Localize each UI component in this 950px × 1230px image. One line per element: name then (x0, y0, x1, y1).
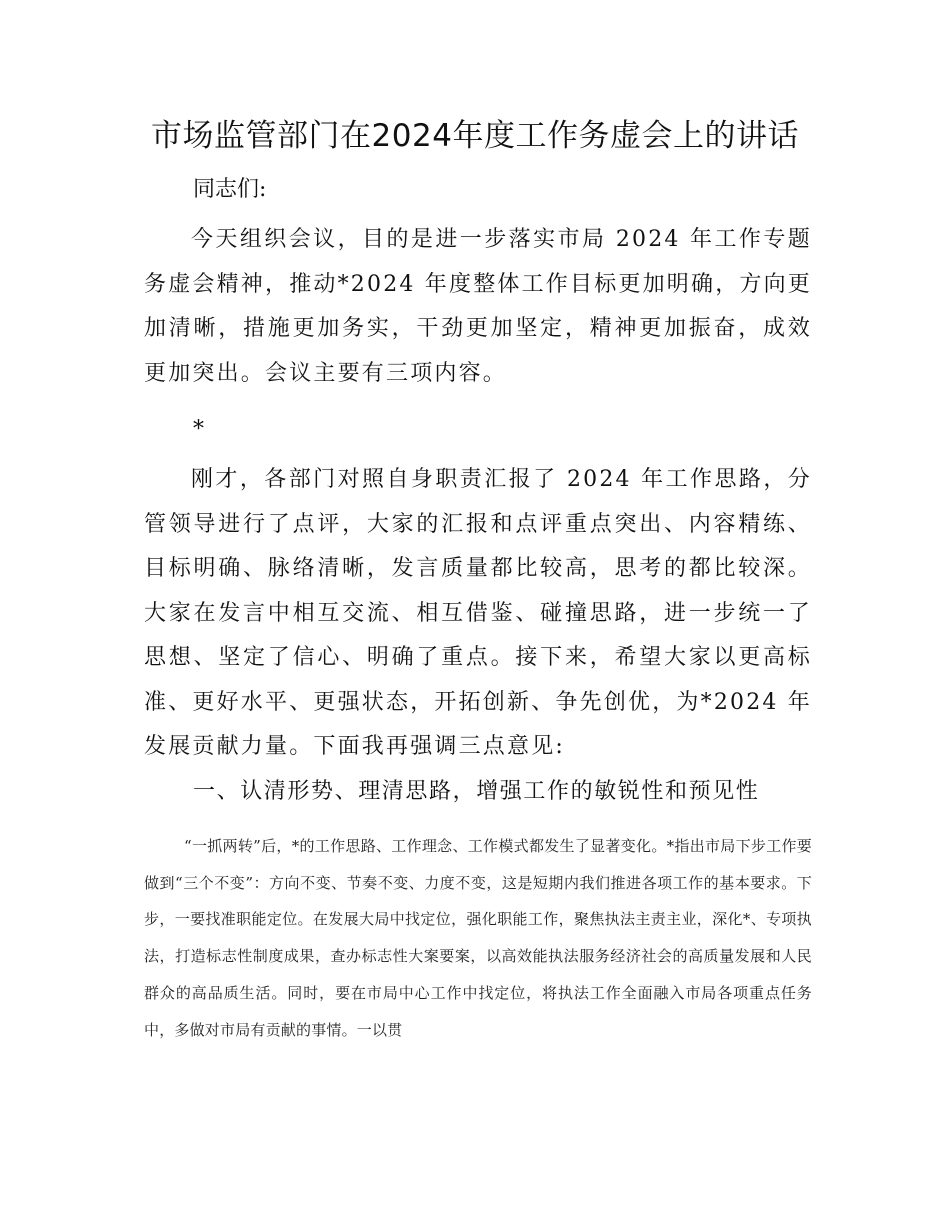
section-marker: * (193, 417, 204, 442)
section-body-paragraph: “一抓两转”后，*的工作思路、工作理念、工作模式都发生了显著变化。*指出市局下步工作要做到“三个不变”：方向不变、节奏不变、力度不变，这是短期内我们推进各项工作的基本要求。下步，一要找准职能定位。在发展大局中找定位，强化职能工作，聚焦执法主责主业，深化*、专项执法，打造标志性制度成果，查办标志性大案要案，以高效能执法服务经济社会的高质量发展和人民群众的高品质生活。同时，要在市局中心工作中找定位，将执法工作全面融入市局各项重点任务中，多做对市局有贡献的事情。一以贯 (144, 837, 812, 1039)
section-heading: 一、认清形势、理清思路，增强工作的敏锐性和预见性 (193, 779, 760, 804)
summary-paragraph: 刚才，各部门对照自身职责汇报了 2024 年工作思路，分管领导进行了点评，大家的汇报和点评重点突出、内容精练、目标明确、脉络清晰，发言质量都比较高，思考的都比较深。大家在发言中相互交流、相互借鉴、碰撞思路，进一步统一了思想、坚定了信心、明确了重点。接下来，希望大家以更高标准、更好水平、更强状态，开拓创新、争先创优，为*2024 年发展贡献力量。下面我再强调三点意见: (144, 467, 812, 759)
intro-paragraph: 今天组织会议，目的是进一步落实市局 2024 年工作专题务虚会精神，推动*2024 年度整体工作目标更加明确，方向更加清晰，措施更加务实，干劲更加坚定，精神更加振奋，成效更加突出。会议主要有三项内容。 (144, 227, 812, 386)
salutation: 同志们: (193, 177, 267, 202)
document-title: 市场监管部门在2024年度工作务虚会上的讲话 (151, 118, 799, 154)
